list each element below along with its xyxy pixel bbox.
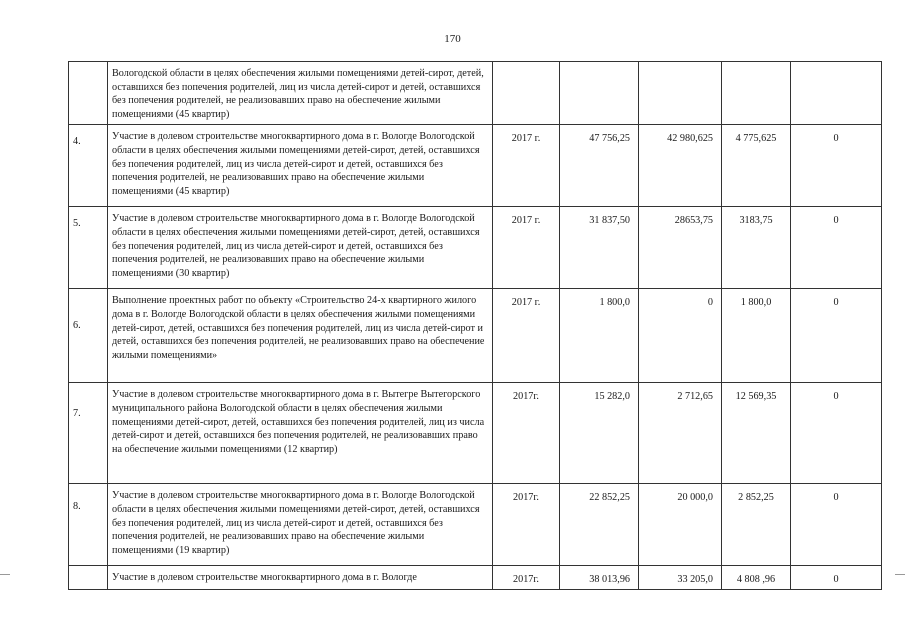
- row-municipal: 0: [791, 484, 882, 566]
- row-total: [560, 62, 639, 125]
- table-row: [69, 383, 882, 484]
- row-municipal: 0: [791, 289, 882, 383]
- row-total: 47 756,25: [560, 125, 639, 207]
- page-number: 170: [444, 33, 461, 45]
- row-description: Вологодской области в целях обеспечения жилыми помещениями детей-сирот, детей, оставшихся без попечения родителей, лиц из числа детей-сирот и детей, оставшихся без попечения родителей, не реализовавших право на обеспечение жилыми помещениями (45 квартир): [108, 62, 493, 125]
- row-number: 8.: [73, 501, 81, 513]
- row-total: 15 282,0: [560, 383, 639, 484]
- row-federal: 20 000,0: [639, 484, 722, 566]
- row-year: 2017 г.: [493, 289, 560, 383]
- row-regional: 1 800,0: [722, 289, 791, 383]
- table-row: [69, 289, 882, 383]
- scan-edge-mark: [0, 574, 10, 575]
- table-row: [69, 566, 882, 590]
- row-year: 2017 г.: [493, 207, 560, 289]
- row-regional: 4 808 ,96: [722, 566, 791, 590]
- row-municipal: 0: [791, 566, 882, 590]
- table-row: [69, 62, 882, 125]
- row-description: Участие в долевом строительстве многоквартирного дома в г. Вологде: [108, 566, 493, 590]
- row-number-cell: [69, 125, 108, 207]
- row-municipal: 0: [791, 383, 882, 484]
- row-municipal: 0: [791, 125, 882, 207]
- row-regional: 2 852,25: [722, 484, 791, 566]
- row-federal: 2 712,65: [639, 383, 722, 484]
- row-federal: 42 980,625: [639, 125, 722, 207]
- row-number: [69, 62, 108, 125]
- row-description: Участие в долевом строительстве многоквартирного дома в г. Вологде Вологодской области в целях обеспечения жилыми помещениями детей-сирот, детей, оставшихся без попечения родителей, лиц из числа детей-сирот и детей, оставшихся без попечения родителей, не реализовавших право на обеспечение жилыми помещениями (30 квартир): [108, 207, 493, 289]
- program-table: [68, 61, 882, 590]
- row-total: 31 837,50: [560, 207, 639, 289]
- row-number: 4.: [73, 136, 81, 148]
- row-number-cell: [69, 207, 108, 289]
- row-number: [69, 566, 108, 590]
- row-total: 38 013,96: [560, 566, 639, 590]
- row-number-cell: [69, 383, 108, 484]
- row-description: Выполнение проектных работ по объекту «Строительство 24-х квартирного жилого дома в г. Вологде Вологодской области в целях обеспечения жилыми помещениями детей-сирот, детей, оставшихся без попечения родителей, лиц из числа детей-сирот и детей, оставшихся без попечения родителей, не реализовавших право на обеспечение жилыми помещениями»: [108, 289, 493, 383]
- scan-edge-mark: [895, 574, 905, 575]
- row-number: 6.: [73, 320, 81, 332]
- row-year: 2017г.: [493, 566, 560, 590]
- row-federal: 28653,75: [639, 207, 722, 289]
- row-description: Участие в долевом строительстве многоквартирного дома в г. Вытегре Вытегорского муниципального района Вологодской области в целях обеспечения жилыми помещениями детей-сирот, детей, оставшихся без попечения родителей, лиц из числа детей-сирот и детей, оставшихся без попечения родителей, не реализовавших право на обеспечение жилыми помещениями (12 квартир): [108, 383, 493, 484]
- row-municipal: 0: [791, 207, 882, 289]
- row-year: 2017г.: [493, 484, 560, 566]
- row-number-cell: [69, 289, 108, 383]
- row-description: Участие в долевом строительстве многоквартирного дома в г. Вологде Вологодской области в целях обеспечения жилыми помещениями детей-сирот, детей, оставшихся без попечения родителей, лиц из числа детей-сирот и детей, оставшихся без попечения родителей, не реализовавших право на обеспечение жилыми помещениями (45 квартир): [108, 125, 493, 207]
- table-row: [69, 207, 882, 289]
- row-number-cell: [69, 484, 108, 566]
- row-federal: [639, 62, 722, 125]
- row-municipal: [791, 62, 882, 125]
- table-row: [69, 484, 882, 566]
- row-federal: 33 205,0: [639, 566, 722, 590]
- table-row: [69, 125, 882, 207]
- row-number: 7.: [73, 408, 81, 420]
- row-year: 2017 г.: [493, 125, 560, 207]
- row-number: 5.: [73, 218, 81, 230]
- row-regional: 3183,75: [722, 207, 791, 289]
- row-regional: 12 569,35: [722, 383, 791, 484]
- row-description: Участие в долевом строительстве многоквартирного дома в г. Вологде Вологодской области в целях обеспечения жилыми помещениями детей-сирот, детей, оставшихся без попечения родителей, лиц из числа детей-сирот и детей, оставшихся без попечения родителей, не реализовавших право на обеспечение жилыми помещениями (19 квартир): [108, 484, 493, 566]
- row-total: 1 800,0: [560, 289, 639, 383]
- row-year: 2017г.: [493, 383, 560, 484]
- row-federal: 0: [639, 289, 722, 383]
- row-total: 22 852,25: [560, 484, 639, 566]
- row-regional: [722, 62, 791, 125]
- row-regional: 4 775,625: [722, 125, 791, 207]
- row-year: [493, 62, 560, 125]
